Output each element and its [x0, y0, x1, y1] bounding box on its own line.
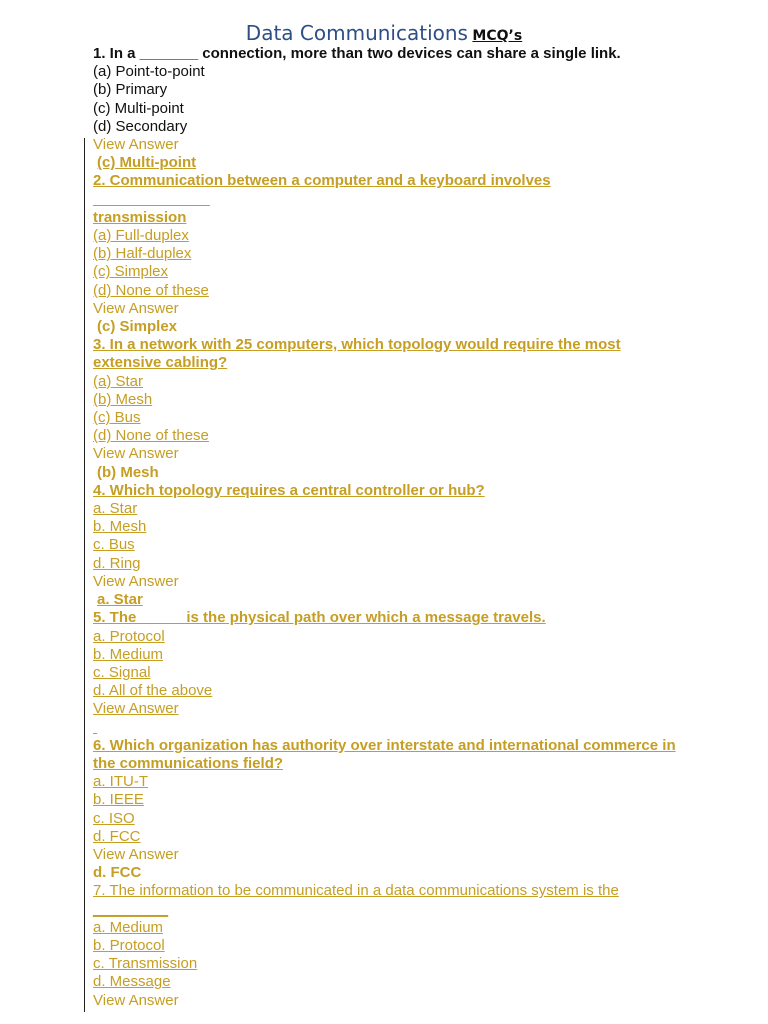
q3-view-answer-link[interactable]: View Answer [93, 445, 179, 463]
q1-option-c: (c) Multi-point [93, 99, 184, 117]
q3-option-d: (d) None of these [93, 427, 209, 445]
q7-option-d: d. Message [93, 973, 171, 991]
q1-option-b: (b) Primary [93, 81, 168, 99]
q4-answer: a. Star [97, 591, 143, 609]
q3-option-c: (c) Bus [93, 409, 141, 427]
q7-view-answer-link[interactable]: View Answer [93, 991, 179, 1009]
q3-option-b: (b) Mesh [93, 390, 153, 408]
q6-option-a: a. ITU-T [93, 773, 148, 791]
q7-option-c: c. Transmission [93, 955, 198, 973]
q5-option-c: c. Signal [93, 663, 151, 681]
q1-option-d: (d) Secondary [93, 117, 188, 135]
question-2-line-2: ______________ [93, 190, 210, 208]
question-7-line-2: _________ [93, 900, 169, 918]
q6-option-b: b. IEEE [93, 791, 144, 809]
q4-option-c: c. Bus [93, 536, 135, 554]
q7-option-b: b. Protocol [93, 936, 165, 954]
q3-answer: (b) Mesh [97, 463, 159, 481]
mcq-list [93, 45, 733, 1010]
title-main: Data Communications [245, 21, 468, 45]
q2-option-b: (b) Half-duplex [93, 245, 192, 263]
question-7-line-1: 7. The information to be communicated in a data communications system is the [93, 882, 619, 900]
question-1: 1. In a _______ connection, more than two devices can share a single link. [93, 45, 621, 62]
question-6-line-2: the communications field? [93, 754, 284, 772]
title-subtitle: MCQ’s [472, 28, 523, 44]
question-2-line-1: 2. Communication between a computer and a keyboard involves [93, 172, 551, 190]
q1-view-answer-link[interactable]: View Answer [93, 136, 179, 154]
q2-option-d: (d) None of these [93, 281, 209, 299]
q2-view-answer-link[interactable]: View Answer [93, 299, 179, 317]
q4-option-a: a. Star [93, 500, 138, 518]
q6-answer: d. FCC [93, 864, 142, 882]
q1-option-a: (a) Point-to-point [93, 63, 205, 81]
q5-option-d: d. All of the above [93, 682, 213, 700]
q4-option-d: d. Ring [93, 554, 141, 572]
q5-option-a: a. Protocol [93, 627, 165, 645]
left-margin-rule [84, 138, 85, 1012]
q6-option-d: d. FCC [93, 827, 141, 845]
q1-answer: (c) Multi-point [97, 154, 197, 172]
q7-option-a: a. Medium [93, 918, 164, 936]
question-6-line-1: 6. Which organization has authority over interstate and international commerce in [93, 736, 676, 754]
q4-view-answer-link[interactable]: View Answer [93, 572, 179, 590]
q6-option-c: c. ISO [93, 809, 135, 827]
q4-option-b: b. Mesh [93, 518, 147, 536]
question-3-line-1: 3. In a network with 25 computers, which topology would require the most [93, 336, 621, 354]
q5-option-b: b. Medium [93, 645, 164, 663]
question-5: 5. The is the physical path over which a message travels. [93, 609, 546, 627]
question-4: 4. Which topology requires a central controller or hub? [93, 481, 485, 499]
q2-answer: (c) Simplex [97, 318, 178, 336]
question-2-line-3: transmission [93, 208, 187, 226]
question-3-line-2: extensive cabling? [93, 354, 228, 372]
q5-view-answer-link[interactable]: View Answer [93, 700, 179, 718]
q2-option-a: (a) Full-duplex [93, 227, 189, 245]
q2-option-c: (c) Simplex [93, 263, 169, 281]
blank-line [93, 719, 733, 737]
q6-view-answer-link[interactable]: View Answer [93, 845, 179, 863]
q3-option-a: (a) Star [93, 372, 144, 390]
